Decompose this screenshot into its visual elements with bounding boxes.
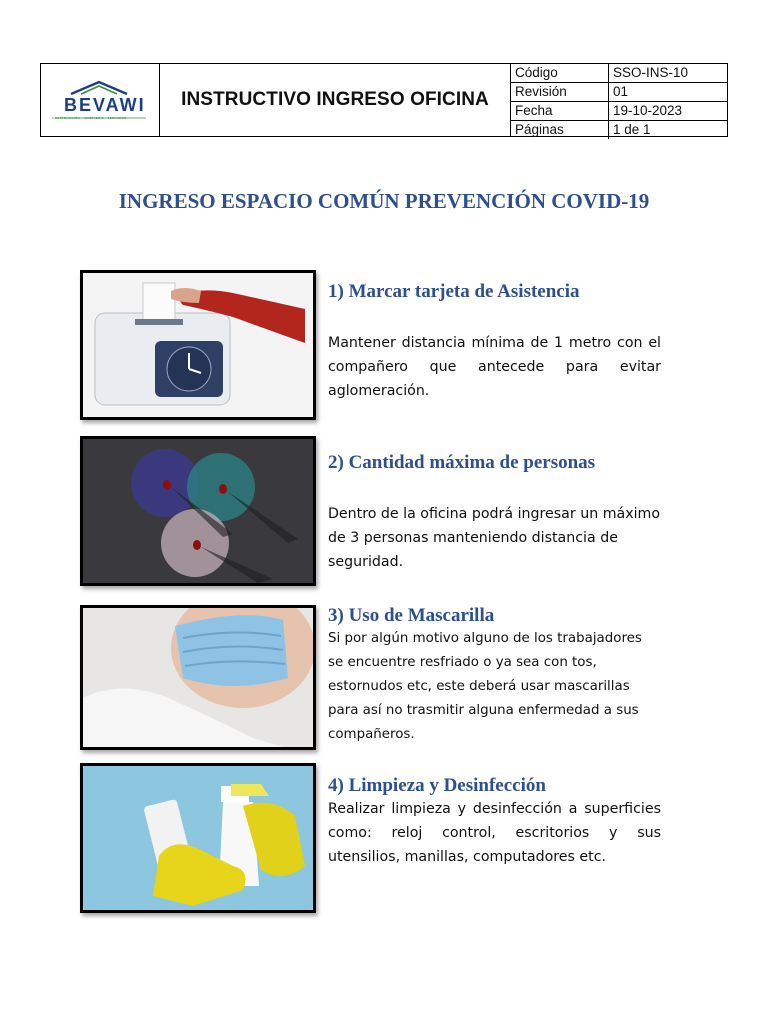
document-title: INSTRUCTIVO INGRESO OFICINA [160,64,511,136]
main-title: INGRESO ESPACIO COMÚN PREVENCIÓN COVID-19 [118,189,650,213]
meta-row-revision [511,83,727,102]
section-2-body: Dentro de la oficina podrá ingresar un máximo de 3 personas manteniendo distancia de seguridad. [328,506,661,570]
time-clock-photo [80,270,316,420]
section-3-body: Si por algún motivo alguno de los trabajadores se encuentre resfriado o ya sea con tos, estornudos etc, este deberá usar mascarillas para así no trasmitir alguna enfermedad a sus compañeros. [328,631,642,742]
meta-value: 1 de 1 [613,122,651,137]
meta-value: 19-10-2023 [613,103,683,118]
section-1-title: 1) Marcar tarjeta de Asistencia [328,281,580,302]
meta-row-pages [511,121,727,139]
document-header [40,63,728,137]
meta-key: Código [511,64,609,82]
section-1-body: Mantener distancia mínima de 1 metro con el compañero que antecede para evitar aglomeración. [328,335,661,399]
section-4-title: 4) Limpieza y Desinfección [328,775,546,796]
section-3-title: 3) Uso de Mascarilla [328,605,495,626]
meta-row-date [511,102,727,121]
logo-tagline: CONSTRUCCIÓN · INGENIERÍA · SERVICIOS [52,116,127,120]
cleaning-spray-photo [80,763,316,913]
face-mask-photo [80,605,316,750]
meta-value: 01 [613,84,629,99]
section-2-title: 2) Cantidad máxima de personas [328,452,596,473]
meta-row-code [511,64,727,83]
meta-key: Páginas [511,121,609,139]
section-4-body: Realizar limpieza y desinfección a superficies como: reloj control, escritorios y sus utensilios, manillas, computadores etc. [328,801,661,865]
meta-value: SSO-INS-10 [613,65,689,80]
distancing-circles-photo [80,436,316,586]
company-logo [41,64,160,136]
logo-text: BEVAWI [64,95,146,115]
meta-key: Revisión [511,83,609,101]
meta-key: Fecha [511,102,609,120]
document-meta-table [511,64,727,136]
